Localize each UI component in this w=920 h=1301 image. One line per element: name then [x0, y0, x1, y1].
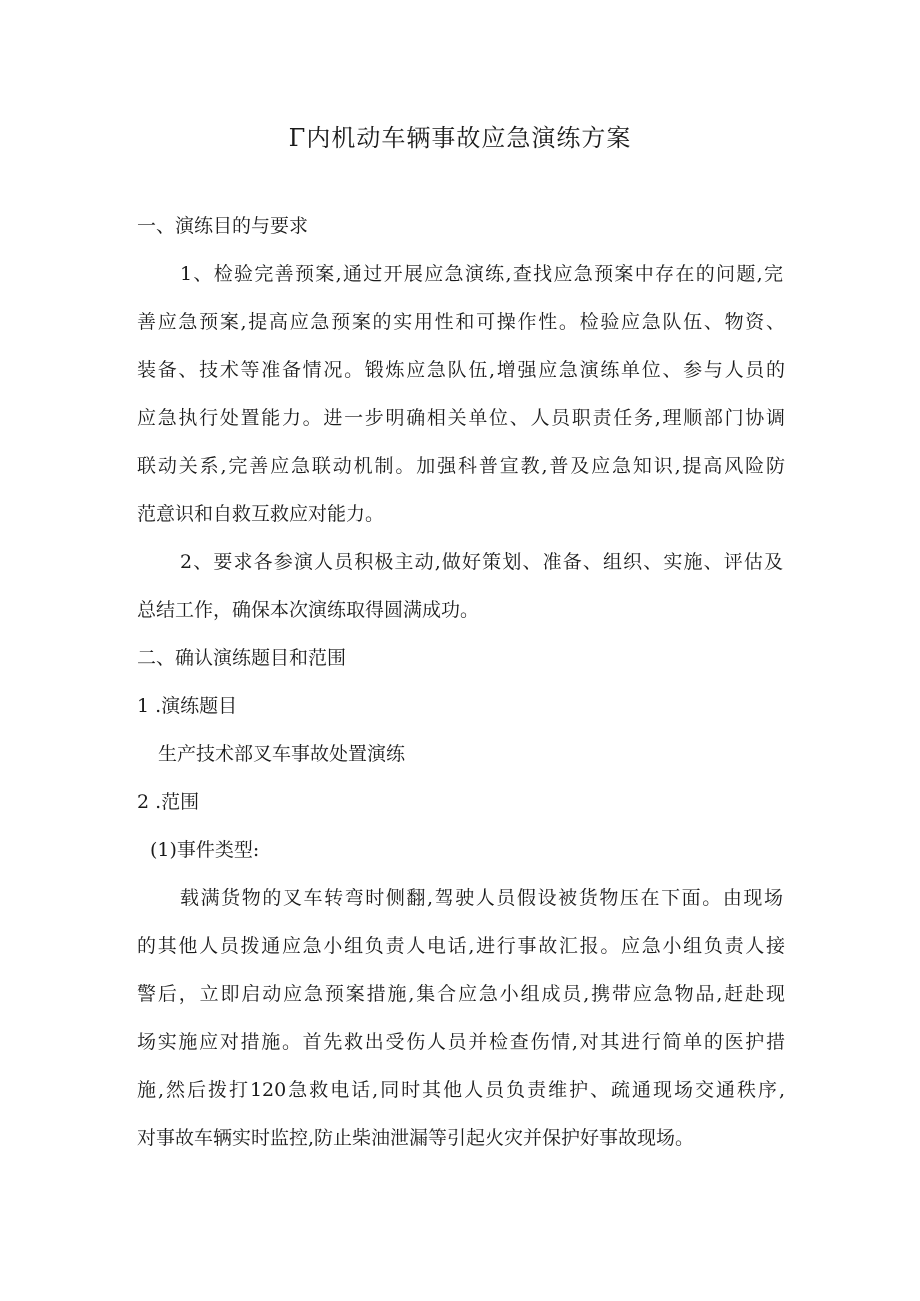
paragraph-1-line-5: 联动关系,完善应急联动机制。加强科普宣教,普及应急知识,提高风险防: [137, 455, 785, 477]
paragraph-3-line-1: 载满货物的叉车转弯时侧翻,驾驶人员假设被货物压在下面。由现场: [180, 887, 783, 909]
document-title: Γ内机动车辆事故应急演练方案: [288, 124, 632, 152]
item-1-heading: 1 .演练题目: [137, 695, 238, 717]
paragraph-1-line-6: 范意识和自救互救应对能力。: [137, 503, 385, 525]
section-heading-1: 一、演练目的与要求: [137, 215, 309, 237]
sub-item-1-heading: (1)事件类型:: [150, 839, 260, 861]
item-1-text: 生产技术部叉车事故处置演练: [158, 743, 406, 765]
paragraph-3-line-3: 警后，立即启动应急预案措施,集合应急小组成员,携带应急物品,赶赴现: [137, 983, 785, 1005]
section-heading-2: 二、确认演练题目和范围: [137, 647, 347, 669]
paragraph-2-line-2: 总结工作，确保本次演练取得圆满成功。: [137, 599, 480, 621]
paragraph-1-line-3: 装备、技术等准备情况。锻炼应急队伍,增强应急演练单位、参与人员的: [137, 359, 785, 381]
paragraph-3-line-2: 的其他人员拨通应急小组负责人电话,进行事故汇报。应急小组负责人接: [137, 935, 785, 957]
paragraph-2-line-1: 2、要求各参演人员积极主动,做好策划、准备、组织、实施、评估及: [180, 551, 783, 573]
paragraph-1-line-1: 1、检验完善预案,通过开展应急演练,查找应急预案中存在的问题,完: [180, 263, 783, 285]
paragraph-1-line-2: 善应急预案,提高应急预案的实用性和可操作性。检验应急队伍、物资、: [137, 311, 785, 333]
paragraph-1-line-4: 应急执行处置能力。进一步明确相关单位、人员职责任务,理顺部门协调: [137, 407, 785, 429]
paragraph-3-line-6: 对事故车辆实时监控,防止柴油泄漏等引起火灾并保护好事故现场。: [137, 1127, 695, 1149]
paragraph-3-line-4: 场实施应对措施。首先救出受伤人员并检查伤情,对其进行简单的医护措: [137, 1031, 785, 1053]
item-2-heading: 2 .范围: [137, 791, 200, 813]
paragraph-3-line-5: 施,然后拨打120急救电话,同时其他人员负责维护、疏通现场交通秩序,: [137, 1079, 785, 1101]
